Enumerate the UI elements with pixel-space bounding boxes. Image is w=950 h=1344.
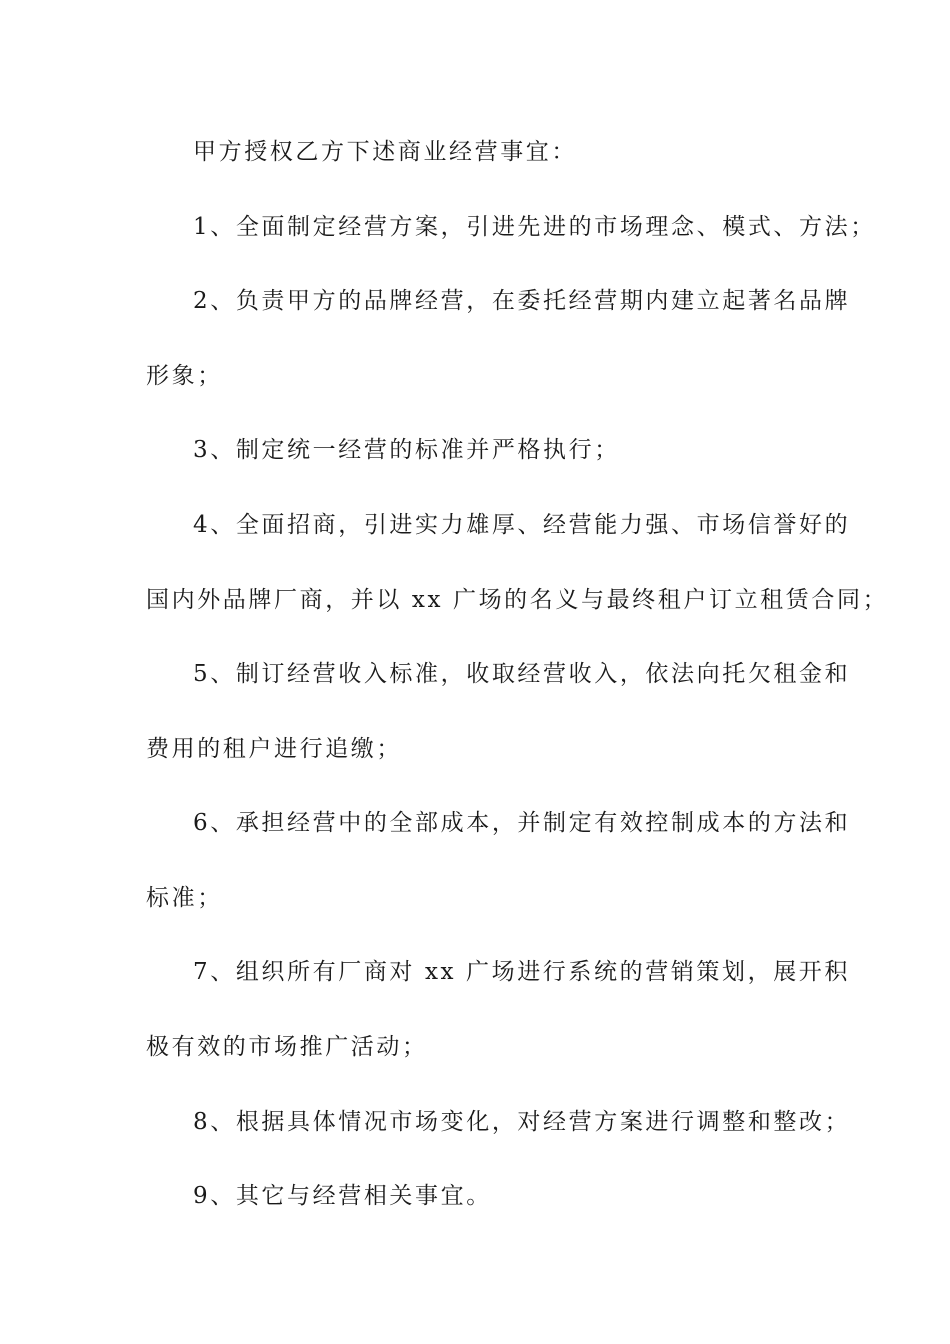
item-6-line-2: 标准； <box>146 885 223 911</box>
item-5-line-2: 费用的租户进行追缴； <box>146 736 402 762</box>
intro-paragraph: 甲方授权乙方下述商业经营事宜： <box>193 139 577 165</box>
item-8-line-1: 8、根据具体情况市场变化，对经营方案进行调整和整改； <box>193 1109 851 1135</box>
item-6-line-1: 6、承担经营中的全部成本，并制定有效控制成本的方法和 <box>193 810 851 836</box>
item-3-line-1: 3、制定统一经营的标准并严格执行； <box>193 437 620 463</box>
item-9-line-1: 9、其它与经营相关事宜。 <box>193 1183 492 1209</box>
item-7-line-2: 极有效的市场推广活动； <box>146 1034 428 1060</box>
item-4-line-2: 国内外品牌厂商，并以 xx 广场的名义与最终租户订立租赁合同； <box>146 587 889 613</box>
item-4-line-1: 4、全面招商，引进实力雄厚、经营能力强、市场信誉好的 <box>193 512 851 538</box>
item-2-line-1: 2、负责甲方的品牌经营，在委托经营期内建立起著名品牌 <box>193 288 851 314</box>
item-5-line-1: 5、制订经营收入标准，收取经营收入，依法向托欠租金和 <box>193 661 851 687</box>
item-7-line-1: 7、组织所有厂商对 xx 广场进行系统的营销策划，展开积 <box>193 959 850 985</box>
item-2-line-2: 形象； <box>146 363 223 389</box>
item-1-line-1: 1、全面制定经营方案，引进先进的市场理念、模式、方法； <box>193 214 876 240</box>
